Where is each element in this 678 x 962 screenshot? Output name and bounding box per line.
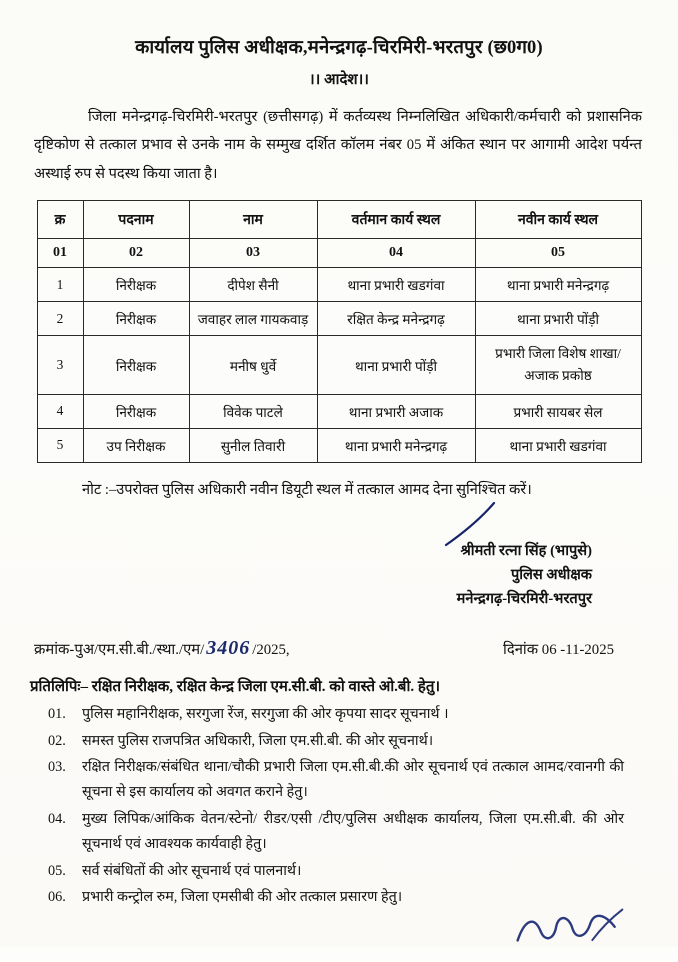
transfer-table xyxy=(37,200,642,463)
reference-line xyxy=(30,637,648,660)
row-new: थाना प्रभारी मनेन्द्रगढ़ xyxy=(475,268,641,302)
list-item-text: पुलिस महानिरीक्षक, सरगुजा रेंज, सरगुजा की ओर कृपया सादर सूचनार्थ । xyxy=(82,706,449,723)
row-name: जवाहर लाल गायकवाड़ xyxy=(189,302,317,336)
row-post: निरीक्षक xyxy=(83,268,189,302)
order-heading: ।। आदेश।। xyxy=(309,72,369,88)
col-header-current: वर्तमान कार्य स्थल xyxy=(317,201,475,239)
list-item xyxy=(48,859,624,884)
row-new: थाना प्रभारी पोंड़ी xyxy=(475,302,641,336)
list-item-index: 02. xyxy=(48,732,66,749)
col-header-name: नाम xyxy=(189,201,317,239)
order-paragraph: जिला मनेन्द्रगढ़-चिरमिरी-भरतपुर (छत्तीसगढ़) में कर्तव्यस्थ निम्नलिखित अधिकारी/कर्मचारी को प्रशासनिक दृष्टिकोण से तत्काल प्रभाव से उनके नाम के सम्मुख दर्शित कॉलम नंबर 05 में अंकित स्थान पर आगामी आदेश पर्यन्त अस्थाई रुप से पदस्थ किया जाता है। xyxy=(34,109,642,182)
colnum-4: 04 xyxy=(317,239,475,268)
list-item xyxy=(48,702,624,727)
row-sn: 3 xyxy=(37,336,83,395)
row-name: विवेक पाटले xyxy=(189,394,317,428)
colnum-3: 03 xyxy=(189,239,317,268)
list-item-index: 06. xyxy=(48,889,66,906)
copy-heading-text: रक्षित निरीक्षक, रक्षित केन्द्र जिला एम.सी.बी. को वास्ते ओ.बी. हेतु। xyxy=(91,679,441,696)
colnum-2: 02 xyxy=(83,239,189,268)
copy-to-list xyxy=(30,702,648,911)
row-sn: 1 xyxy=(37,268,83,302)
table-row xyxy=(37,336,641,395)
note-text: नोट :–उपरोक्त पुलिस अधिकारी नवीन डियूटी स्थल में तत्काल आमद देना सुनिश्चित करें। xyxy=(82,481,532,498)
list-item-index: 01. xyxy=(48,706,66,723)
handwritten-signature-icon xyxy=(438,501,508,547)
signature-block xyxy=(30,539,648,611)
list-item-index: 05. xyxy=(48,862,66,879)
row-current: थाना प्रभारी मनेन्द्रगढ़ xyxy=(317,428,475,462)
signatory-place: मनेन्द्रगढ़-चिरमिरी-भरतपुर xyxy=(456,591,592,608)
list-item-text: प्रभारी कन्ट्रोल रुम, जिला एमसीबी की ओर तत्काल प्रसारण हेतु। xyxy=(82,889,403,906)
list-item-index: 04. xyxy=(48,810,66,827)
list-item xyxy=(48,807,624,858)
row-current: रक्षित केन्द्र मनेन्द्रगढ़ xyxy=(317,302,475,336)
signatory-designation: पुलिस अधीक्षक xyxy=(510,566,592,583)
row-sn: 5 xyxy=(37,428,83,462)
reference-number-handwritten: 3406 xyxy=(206,637,251,660)
list-item-text: समस्त पुलिस राजपत्रित अधिकारी, जिला एम.सी.बी. की ओर सूचनार्थ। xyxy=(82,732,434,749)
reference-date: दिनांक 06 -11-2025 xyxy=(503,642,614,659)
list-item-index: 03. xyxy=(48,758,66,775)
reference-prefix: क्रमांक-पुअ/एम.सी.बी./स्था./एम/ xyxy=(34,642,205,659)
colnum-1: 01 xyxy=(37,239,83,268)
colnum-5: 05 xyxy=(475,239,641,268)
row-sn: 4 xyxy=(37,394,83,428)
list-item xyxy=(48,729,624,754)
row-name: सुनील तिवारी xyxy=(189,428,317,462)
table-row xyxy=(37,428,641,462)
col-header-sn: क्र xyxy=(37,201,83,239)
copy-to-heading xyxy=(30,676,648,696)
list-item-text: मुख्य लिपिक/आंकिक वेतन/स्टेनो/ रीडर/एसी /टीए/पुलिस अधीक्षक कार्यालय, जिला एम.सी.बी. की ओर सूचनार्थ एवं आवश्यक कार्यवाही हेतु। xyxy=(82,810,624,853)
table-header-row xyxy=(37,201,641,239)
list-item xyxy=(48,755,624,806)
row-new: प्रभारी सायबर सेल xyxy=(475,394,641,428)
col-header-post: पदनाम xyxy=(83,201,189,239)
table-row xyxy=(37,268,641,302)
row-name: मनीष धुर्वे xyxy=(189,336,317,395)
row-current: थाना प्रभारी खडगंवा xyxy=(317,268,475,302)
table-row xyxy=(37,302,641,336)
row-name: दीपेश सैनी xyxy=(189,268,317,302)
row-new: थाना प्रभारी खडगंवा xyxy=(475,428,641,462)
copy-label: प्रतिलिपिः– xyxy=(30,679,88,696)
row-current: थाना प्रभारी अजाक xyxy=(317,394,475,428)
row-current: थाना प्रभारी पोंड़ी xyxy=(317,336,475,395)
row-new: प्रभारी जिला विशेष शाखा/अजाक प्रकोष्ठ xyxy=(475,336,641,395)
row-post: निरीक्षक xyxy=(83,394,189,428)
table-colnum-row xyxy=(37,239,641,268)
reference-number-group xyxy=(34,637,290,660)
row-post: निरीक्षक xyxy=(83,302,189,336)
list-item-text: सर्व संबंधितों की ओर सूचनार्थ एवं पालनार्थ। xyxy=(82,862,302,879)
col-header-new: नवीन कार्य स्थल xyxy=(475,201,641,239)
row-post: उप निरीक्षक xyxy=(83,428,189,462)
row-sn: 2 xyxy=(37,302,83,336)
row-post: निरीक्षक xyxy=(83,336,189,395)
list-item-text: रक्षित निरीक्षक/संबंधित थाना/चौकी प्रभारी जिला एम.सी.बी.की ओर सूचनार्थ एवं तत्काल आमद/रवानगी की सूचना से इस कार्यालय को अवगत कराने हेतु। xyxy=(82,758,624,801)
reference-suffix: /2025, xyxy=(252,642,290,659)
table-row xyxy=(37,394,641,428)
signatory-name: श्रीमती रत्ना सिंह (भापुसे) xyxy=(460,542,592,559)
office-title: कार्यालय पुलिस अधीक्षक,मनेन्द्रगढ़-चिरमिरी-भरतपुर (छ0ग0) xyxy=(135,38,543,58)
